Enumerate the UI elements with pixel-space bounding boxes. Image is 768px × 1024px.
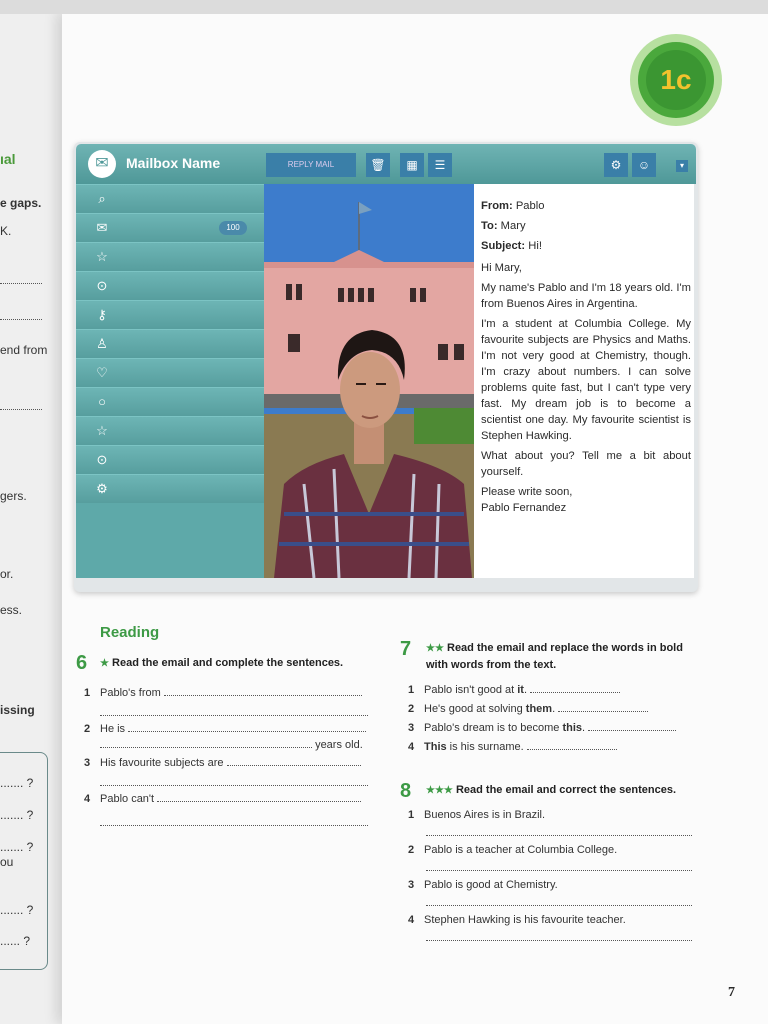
email-greeting: Hi Mary, bbox=[481, 262, 522, 274]
item-number: 1 bbox=[408, 684, 415, 696]
unread-count-badge: 100 bbox=[219, 221, 247, 235]
mailbox-title: Mailbox Name bbox=[126, 155, 221, 171]
gear-icon: ⚙ bbox=[96, 481, 108, 496]
difficulty-stars: ★★ bbox=[426, 643, 444, 654]
item-number: 1 bbox=[408, 809, 415, 821]
item-bold-word: them bbox=[525, 703, 553, 715]
left-fragment: K. bbox=[0, 224, 12, 238]
email-paragraph-2: I'm a student at Columbia College. My favourite subjects are Physics and Maths. I'm not very good at Chemistry, though. I'm crazy about numbers. I can solve problems quite fast, but I can't type very fast. My dream job is to become a scientist one day. My favourite scientist is Stephen Hawking. bbox=[481, 318, 691, 442]
mailbox-window bbox=[74, 142, 698, 592]
item-text: He's good at solving bbox=[424, 703, 526, 715]
answer-line[interactable] bbox=[227, 756, 361, 766]
exercise-number: 8 bbox=[400, 780, 412, 802]
left-fragment: ess. bbox=[0, 603, 23, 617]
answer-line[interactable] bbox=[128, 722, 366, 732]
sender-photo bbox=[264, 184, 474, 578]
item-number: 2 bbox=[408, 703, 415, 715]
sidebar-item-search[interactable] bbox=[76, 184, 264, 213]
exercise-item bbox=[84, 686, 362, 699]
exercise-title bbox=[426, 640, 696, 673]
email-paragraph-3: What about you? Tell me a bit about yourself. bbox=[481, 450, 691, 478]
item-number: 4 bbox=[408, 914, 415, 926]
answer-line[interactable] bbox=[588, 721, 676, 731]
star-icon: ☆ bbox=[96, 423, 108, 438]
exercise-title-text: Read the email and replace the words in bold with words from the text. bbox=[426, 642, 683, 671]
exercise-title-text: Read the email and complete the sentences. bbox=[112, 657, 344, 669]
left-fragment: ıal bbox=[0, 151, 16, 167]
sidebar-item-chat[interactable] bbox=[76, 387, 264, 416]
location-icon: ⊙ bbox=[96, 452, 108, 467]
star-icon: ☆ bbox=[96, 249, 108, 264]
answer-line[interactable] bbox=[100, 784, 368, 786]
exercise-number: 6 bbox=[76, 652, 88, 674]
from-value: Pablo bbox=[515, 200, 545, 212]
item-text-end: is his surname. bbox=[446, 741, 524, 753]
grid-view-icon[interactable]: ▦ bbox=[400, 153, 424, 177]
envelope-icon: ✉ bbox=[96, 220, 108, 235]
sidebar-item-favourites[interactable] bbox=[76, 358, 264, 387]
subject-value: Hi! bbox=[528, 240, 542, 252]
answer-line[interactable] bbox=[100, 738, 312, 748]
left-fragment: ou bbox=[0, 855, 14, 869]
reply-mail-button[interactable]: REPLY MAIL bbox=[266, 153, 356, 177]
left-answer-line bbox=[0, 408, 42, 410]
exercise-title-text: Read the email and correct the sentences. bbox=[455, 784, 677, 796]
email-paragraph-1: My name's Pablo and I'm 18 years old. I'm from Buenos Aires in Argentina. bbox=[481, 282, 691, 310]
answer-line[interactable] bbox=[530, 683, 620, 693]
left-answer-line bbox=[0, 282, 42, 284]
difficulty-stars: ★★★ bbox=[426, 785, 453, 796]
sidebar-item-key[interactable] bbox=[76, 300, 264, 329]
exercise-item bbox=[408, 702, 648, 715]
sidebar-item-starred[interactable] bbox=[76, 242, 264, 271]
item-number: 3 bbox=[408, 722, 415, 734]
item-text-end: . bbox=[582, 722, 586, 734]
exercise-item bbox=[408, 809, 545, 821]
list-view-icon[interactable]: ☰ bbox=[428, 153, 452, 177]
left-fragment: ...... ? bbox=[0, 934, 31, 948]
difficulty-stars: ★ bbox=[100, 658, 109, 669]
item-text: Pablo's from bbox=[100, 687, 161, 699]
section-heading: Reading bbox=[100, 624, 160, 641]
exercise-item-continuation bbox=[100, 738, 363, 751]
item-number: 4 bbox=[84, 793, 91, 805]
answer-line[interactable] bbox=[100, 824, 368, 826]
top-shadow bbox=[0, 0, 768, 14]
item-number: 4 bbox=[408, 741, 415, 753]
answer-line[interactable] bbox=[426, 869, 692, 871]
chat-icon: ○ bbox=[98, 394, 106, 409]
answer-line[interactable] bbox=[426, 834, 692, 836]
left-fragment: issing bbox=[0, 703, 35, 717]
item-text: Pablo is good at Chemistry. bbox=[424, 879, 558, 891]
answer-line[interactable] bbox=[426, 904, 692, 906]
email-message bbox=[474, 184, 694, 578]
item-text: He is bbox=[100, 723, 126, 735]
answer-line[interactable] bbox=[100, 714, 368, 716]
left-answer-line bbox=[0, 318, 42, 320]
sidebar-item-location[interactable] bbox=[76, 271, 264, 300]
answer-line[interactable] bbox=[426, 939, 692, 941]
exercise-item bbox=[84, 722, 366, 735]
item-number: 3 bbox=[408, 879, 415, 891]
badge-ring bbox=[638, 42, 714, 118]
item-text: Pablo can't bbox=[100, 793, 155, 805]
item-number: 2 bbox=[84, 723, 91, 735]
page-number: 7 bbox=[728, 985, 735, 1000]
exercise-item bbox=[408, 914, 626, 926]
item-number: 2 bbox=[408, 844, 415, 856]
to-label: To: bbox=[481, 220, 498, 232]
email-closing: Please write soon, bbox=[481, 486, 573, 498]
settings-icon[interactable]: ⚙ bbox=[604, 153, 628, 177]
trash-icon[interactable]: 🗑 bbox=[366, 153, 390, 177]
left-fragment: ....... ? bbox=[0, 840, 34, 854]
item-bold-word: this bbox=[562, 722, 583, 734]
location-icon: ⊙ bbox=[96, 278, 108, 293]
email-signature: Pablo Fernandez bbox=[481, 502, 567, 514]
mailbox-sidebar bbox=[76, 184, 264, 578]
sidebar-item-location-2[interactable] bbox=[76, 445, 264, 474]
subject-label: Subject: bbox=[481, 240, 526, 252]
from-label: From: bbox=[481, 200, 513, 212]
left-fragment: gers. bbox=[0, 489, 27, 503]
mailbox-header bbox=[76, 144, 696, 184]
search-icon: ⌕ bbox=[98, 191, 106, 206]
item-number: 3 bbox=[84, 757, 91, 769]
user-icon[interactable]: ☺ bbox=[632, 153, 656, 177]
sidebar-item-inbox[interactable] bbox=[76, 213, 264, 242]
to-line bbox=[481, 218, 691, 234]
exercise-title bbox=[426, 782, 696, 799]
exercise-item bbox=[408, 721, 676, 734]
item-text: Pablo isn't good at bbox=[424, 684, 518, 696]
dropdown-icon[interactable]: ▾ bbox=[676, 160, 688, 172]
unit-label: 1c bbox=[646, 50, 706, 110]
item-text: Stephen Hawking is his favourite teacher. bbox=[424, 914, 626, 926]
answer-line[interactable] bbox=[164, 686, 362, 696]
sidebar-item-contacts[interactable] bbox=[76, 329, 264, 358]
exercise-number: 7 bbox=[400, 638, 412, 660]
envelope-icon: ✉ bbox=[88, 150, 116, 178]
left-fragment: ....... ? bbox=[0, 776, 34, 790]
left-fragment: ....... ? bbox=[0, 903, 34, 917]
user-icon: ♙ bbox=[96, 336, 108, 351]
unit-badge bbox=[630, 34, 722, 126]
item-text: Buenos Aires is in Brazil. bbox=[424, 809, 546, 821]
answer-line[interactable] bbox=[558, 702, 648, 712]
item-bold-word: it bbox=[517, 684, 524, 696]
exercise-item bbox=[84, 756, 361, 769]
item-number: 1 bbox=[84, 687, 91, 699]
key-icon: ⚷ bbox=[97, 307, 107, 322]
left-fragment: end from bbox=[0, 343, 48, 357]
heart-icon: ♡ bbox=[96, 365, 108, 380]
left-fragment: or. bbox=[0, 567, 14, 581]
exercise-item bbox=[408, 844, 617, 856]
item-bold-word: This bbox=[424, 741, 447, 753]
exercise-title bbox=[100, 655, 343, 672]
subject-line bbox=[481, 238, 691, 254]
exercise-item bbox=[408, 683, 620, 696]
left-fragment: ....... ? bbox=[0, 808, 34, 822]
left-fragment: e gaps. bbox=[0, 196, 42, 210]
item-text: Pablo's dream is to become bbox=[424, 722, 563, 734]
answer-line[interactable] bbox=[527, 740, 617, 750]
item-text-end: . bbox=[523, 684, 528, 696]
exercise-item bbox=[84, 792, 361, 805]
sidebar-item-settings[interactable] bbox=[76, 474, 264, 503]
from-line bbox=[481, 198, 691, 214]
exercise-item bbox=[408, 879, 558, 891]
to-value: Mary bbox=[500, 220, 526, 232]
answer-line[interactable] bbox=[157, 792, 361, 802]
item-end-text: years old. bbox=[315, 739, 363, 751]
item-text: Pablo is a teacher at Columbia College. bbox=[424, 844, 618, 856]
item-text: His favourite subjects are bbox=[100, 757, 224, 769]
exercise-item bbox=[408, 740, 617, 753]
photo-illustration bbox=[264, 184, 474, 578]
item-text-end: . bbox=[552, 703, 556, 715]
sidebar-item-starred-2[interactable] bbox=[76, 416, 264, 445]
